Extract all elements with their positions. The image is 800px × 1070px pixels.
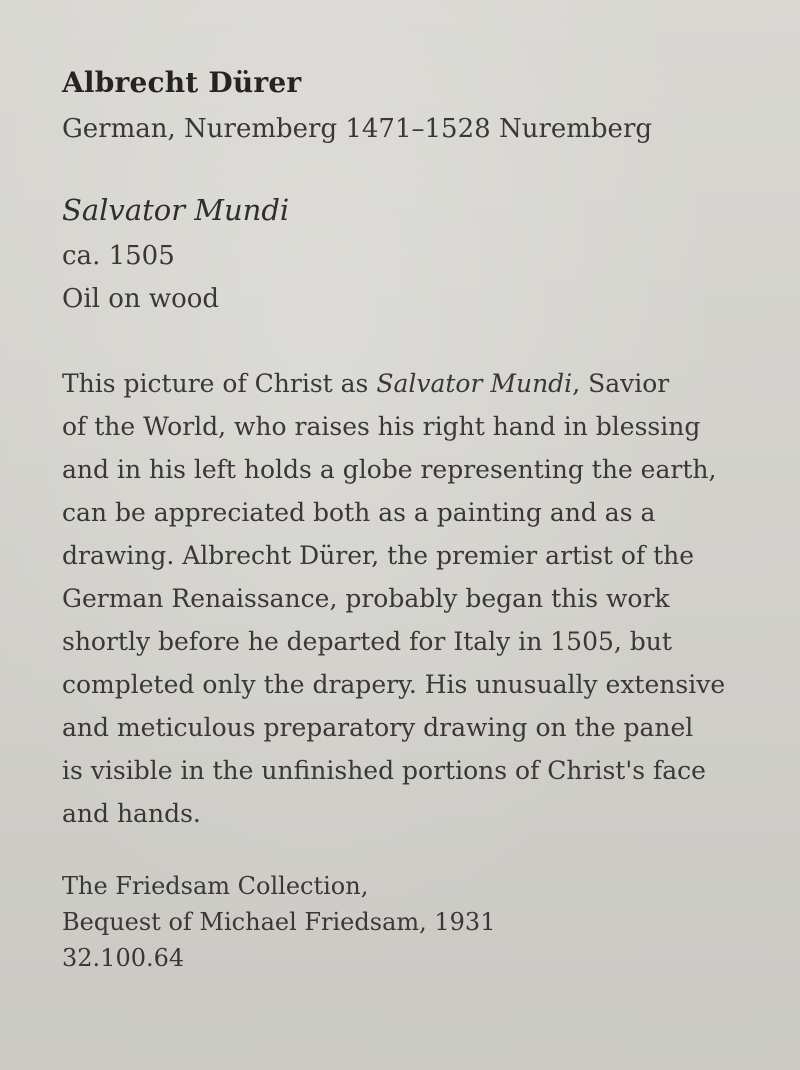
description-line: of the World, who raises his right hand in blessing <box>62 412 701 441</box>
description-text: , Savior <box>572 369 670 398</box>
accession-number: 32.100.64 <box>62 944 185 972</box>
description-line: drawing. Albrecht Dürer, the premier artist of the <box>62 541 695 570</box>
description-line: and hands. <box>62 799 201 828</box>
description-italic-title: Salvator Mundi <box>376 369 573 398</box>
artist-origin: German, Nuremberg 1471–1528 Nuremberg <box>62 114 653 144</box>
credit-line <box>62 868 495 976</box>
artwork-date: ca. 1505 <box>62 241 175 271</box>
description-line: German Renaissance, probably began this work <box>62 584 670 613</box>
description-line: completed only the drapery. His unusually extensive <box>62 670 726 699</box>
artwork-description <box>62 362 762 835</box>
description-text: This picture of Christ as <box>62 369 377 398</box>
description-line: and meticulous preparatory drawing on the panel <box>62 713 694 742</box>
description-line: is visible in the unfinished portions of Christ's face <box>62 756 706 785</box>
description-line: shortly before he departed for Italy in 1505, but <box>62 627 672 656</box>
description-line: and in his left holds a globe representing the earth, <box>62 455 717 484</box>
description-line: can be appreciated both as a painting and as a <box>62 498 656 527</box>
artwork-title: Salvator Mundi <box>62 193 290 227</box>
credit-bequest: Bequest of Michael Friedsam, 1931 <box>62 908 496 936</box>
description-line <box>62 362 762 405</box>
credit-collection: The Friedsam Collection, <box>62 872 369 900</box>
artwork-medium: Oil on wood <box>62 284 220 314</box>
artist-name: Albrecht Dürer <box>62 66 302 99</box>
